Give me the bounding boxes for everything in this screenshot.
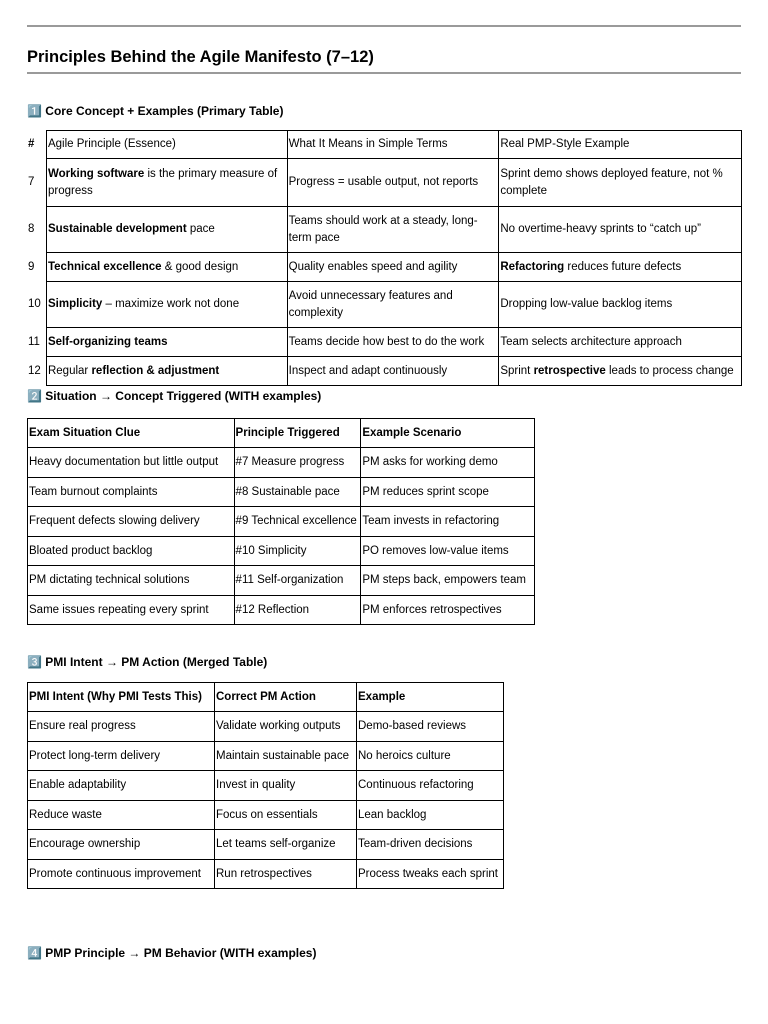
principle-cell bbox=[46, 357, 287, 386]
table-row bbox=[28, 801, 504, 830]
table-row bbox=[28, 537, 535, 566]
table-row bbox=[28, 830, 504, 860]
table-row bbox=[28, 860, 504, 889]
table-row bbox=[27, 328, 742, 357]
table-row bbox=[28, 448, 535, 478]
row-num: 7 bbox=[28, 176, 35, 189]
table-row bbox=[28, 507, 535, 537]
example-rest: reduces future defects bbox=[564, 260, 682, 273]
principle-key: Working software bbox=[47, 167, 145, 180]
example-cell bbox=[499, 253, 742, 282]
principle-cell: #12 Reflection bbox=[234, 596, 361, 625]
example-cell: Dropping low-value backlog items bbox=[499, 282, 742, 328]
row-num: 9 bbox=[28, 260, 35, 273]
table-row bbox=[27, 207, 742, 253]
pmi-intent-table bbox=[27, 682, 504, 889]
principle-cell: #8 Sustainable pace bbox=[234, 478, 361, 507]
principle-key: reflection & adjustment bbox=[91, 364, 220, 377]
col-header-principle: Principle Triggered bbox=[234, 419, 361, 448]
situation-cell: Frequent defects slowing delivery bbox=[28, 507, 235, 537]
table-row bbox=[28, 478, 535, 507]
principle-pre: Regular bbox=[47, 364, 92, 377]
meaning-cell: Progress = usable output, not reports bbox=[287, 159, 499, 207]
principle-cell bbox=[46, 159, 287, 207]
core-concept-table bbox=[27, 130, 742, 386]
situation-cell: Same issues repeating every sprint bbox=[28, 596, 235, 625]
table-row bbox=[27, 282, 742, 328]
col-header-principle: Agile Principle (Essence) bbox=[46, 131, 287, 159]
intent-cell: Reduce waste bbox=[28, 801, 215, 830]
principle-rest: & good design bbox=[161, 260, 239, 273]
principle-cell bbox=[46, 253, 287, 282]
scenario-cell: PO removes low-value items bbox=[361, 537, 535, 566]
table-row bbox=[28, 712, 504, 742]
meaning-cell: Teams should work at a steady, long-term pace bbox=[287, 207, 499, 253]
example-cell: Team-driven decisions bbox=[357, 830, 504, 860]
situation-cell: Heavy documentation but little output bbox=[28, 448, 235, 478]
principle-rest: is the primary measure of progress bbox=[47, 167, 278, 197]
action-cell: Run retrospectives bbox=[215, 860, 357, 889]
col-header-scenario: Example Scenario bbox=[361, 419, 535, 448]
scenario-cell: PM reduces sprint scope bbox=[361, 478, 535, 507]
meaning-cell: Avoid unnecessary features and complexity bbox=[287, 282, 499, 328]
section4-heading: 4️⃣ PMP Principle → PM Behavior (WITH examples) bbox=[27, 946, 317, 960]
example-cell bbox=[499, 357, 742, 386]
intent-cell: Enable adaptability bbox=[28, 771, 215, 801]
col-header-situation: Exam Situation Clue bbox=[28, 419, 235, 448]
principle-cell: #7 Measure progress bbox=[234, 448, 361, 478]
section2-heading: 2️⃣ Situation → Concept Triggered (WITH examples) bbox=[27, 389, 322, 403]
col-header-intent: PMI Intent (Why PMI Tests This) bbox=[28, 683, 215, 712]
principle-cell bbox=[46, 328, 287, 357]
row-num: 8 bbox=[28, 223, 35, 236]
example-cell: Continuous refactoring bbox=[357, 771, 504, 801]
section3-heading: 3️⃣ PMI Intent → PM Action (Merged Table) bbox=[27, 655, 268, 669]
situation-cell: Bloated product backlog bbox=[28, 537, 235, 566]
example-cell: No overtime-heavy sprints to “catch up” bbox=[499, 207, 742, 253]
example-key: retrospective bbox=[533, 364, 606, 377]
meaning-cell: Inspect and adapt continuously bbox=[287, 357, 499, 386]
example-cell: Sprint demo shows deployed feature, not % complete bbox=[499, 159, 742, 207]
row-num: 10 bbox=[28, 298, 41, 311]
example-rest: leads to process change bbox=[605, 364, 734, 377]
scenario-cell: PM steps back, empowers team bbox=[361, 566, 535, 596]
situation-cell: PM dictating technical solutions bbox=[28, 566, 235, 596]
situation-concept-table bbox=[27, 418, 535, 625]
action-cell: Maintain sustainable pace bbox=[215, 742, 357, 771]
example-cell: Process tweaks each sprint bbox=[357, 860, 504, 889]
table-row bbox=[28, 596, 535, 625]
table-row bbox=[28, 742, 504, 771]
scenario-cell: Team invests in refactoring bbox=[361, 507, 535, 537]
table-header-row bbox=[28, 419, 535, 448]
title-underline bbox=[27, 72, 741, 74]
table-row bbox=[28, 566, 535, 596]
table-row bbox=[27, 159, 742, 207]
row-num: 11 bbox=[28, 335, 40, 348]
action-cell: Let teams self-organize bbox=[215, 830, 357, 860]
scenario-cell: PM enforces retrospectives bbox=[361, 596, 535, 625]
meaning-cell: Quality enables speed and agility bbox=[287, 253, 499, 282]
col-header-example: Example bbox=[357, 683, 504, 712]
action-cell: Invest in quality bbox=[215, 771, 357, 801]
example-cell: Demo-based reviews bbox=[357, 712, 504, 742]
col-header-example: Real PMP-Style Example bbox=[499, 131, 742, 159]
principle-key: Sustainable development bbox=[47, 223, 187, 236]
row-num: 12 bbox=[28, 364, 41, 377]
example-cell: Team selects architecture approach bbox=[499, 328, 742, 357]
table-row bbox=[27, 357, 742, 386]
top-rule bbox=[27, 25, 741, 27]
col-header-meaning: What It Means in Simple Terms bbox=[287, 131, 499, 159]
col-header-action: Correct PM Action bbox=[215, 683, 357, 712]
principle-rest: pace bbox=[186, 223, 215, 236]
principle-key: Self-organizing teams bbox=[47, 335, 168, 348]
principle-key: Simplicity bbox=[47, 298, 103, 311]
table-row bbox=[27, 253, 742, 282]
scenario-cell: PM asks for working demo bbox=[361, 448, 535, 478]
example-cell: No heroics culture bbox=[357, 742, 504, 771]
intent-cell: Ensure real progress bbox=[28, 712, 215, 742]
meaning-cell: Teams decide how best to do the work bbox=[287, 328, 499, 357]
table-row bbox=[28, 771, 504, 801]
situation-cell: Team burnout complaints bbox=[28, 478, 235, 507]
table-header-row bbox=[28, 683, 504, 712]
principle-cell: #10 Simplicity bbox=[234, 537, 361, 566]
example-cell: Lean backlog bbox=[357, 801, 504, 830]
example-key: Refactoring bbox=[500, 260, 565, 273]
intent-cell: Promote continuous improvement bbox=[28, 860, 215, 889]
principle-cell bbox=[46, 207, 287, 253]
principle-cell: #11 Self-organization bbox=[234, 566, 361, 596]
principle-cell: #9 Technical excellence bbox=[234, 507, 361, 537]
principle-cell bbox=[46, 282, 287, 328]
principle-rest: – maximize work not done bbox=[102, 298, 240, 311]
table-header-row bbox=[27, 131, 742, 159]
action-cell: Validate working outputs bbox=[215, 712, 357, 742]
action-cell: Focus on essentials bbox=[215, 801, 357, 830]
principle-key: Technical excellence bbox=[47, 260, 162, 273]
intent-cell: Encourage ownership bbox=[28, 830, 215, 860]
section1-heading: 1️⃣ Core Concept + Examples (Primary Table) bbox=[27, 104, 284, 118]
document-title: Principles Behind the Agile Manifesto (7–12) bbox=[27, 48, 374, 66]
intent-cell: Protect long-term delivery bbox=[28, 742, 215, 771]
example-pre: Sprint bbox=[500, 364, 534, 377]
col-header-num: # bbox=[28, 138, 35, 151]
